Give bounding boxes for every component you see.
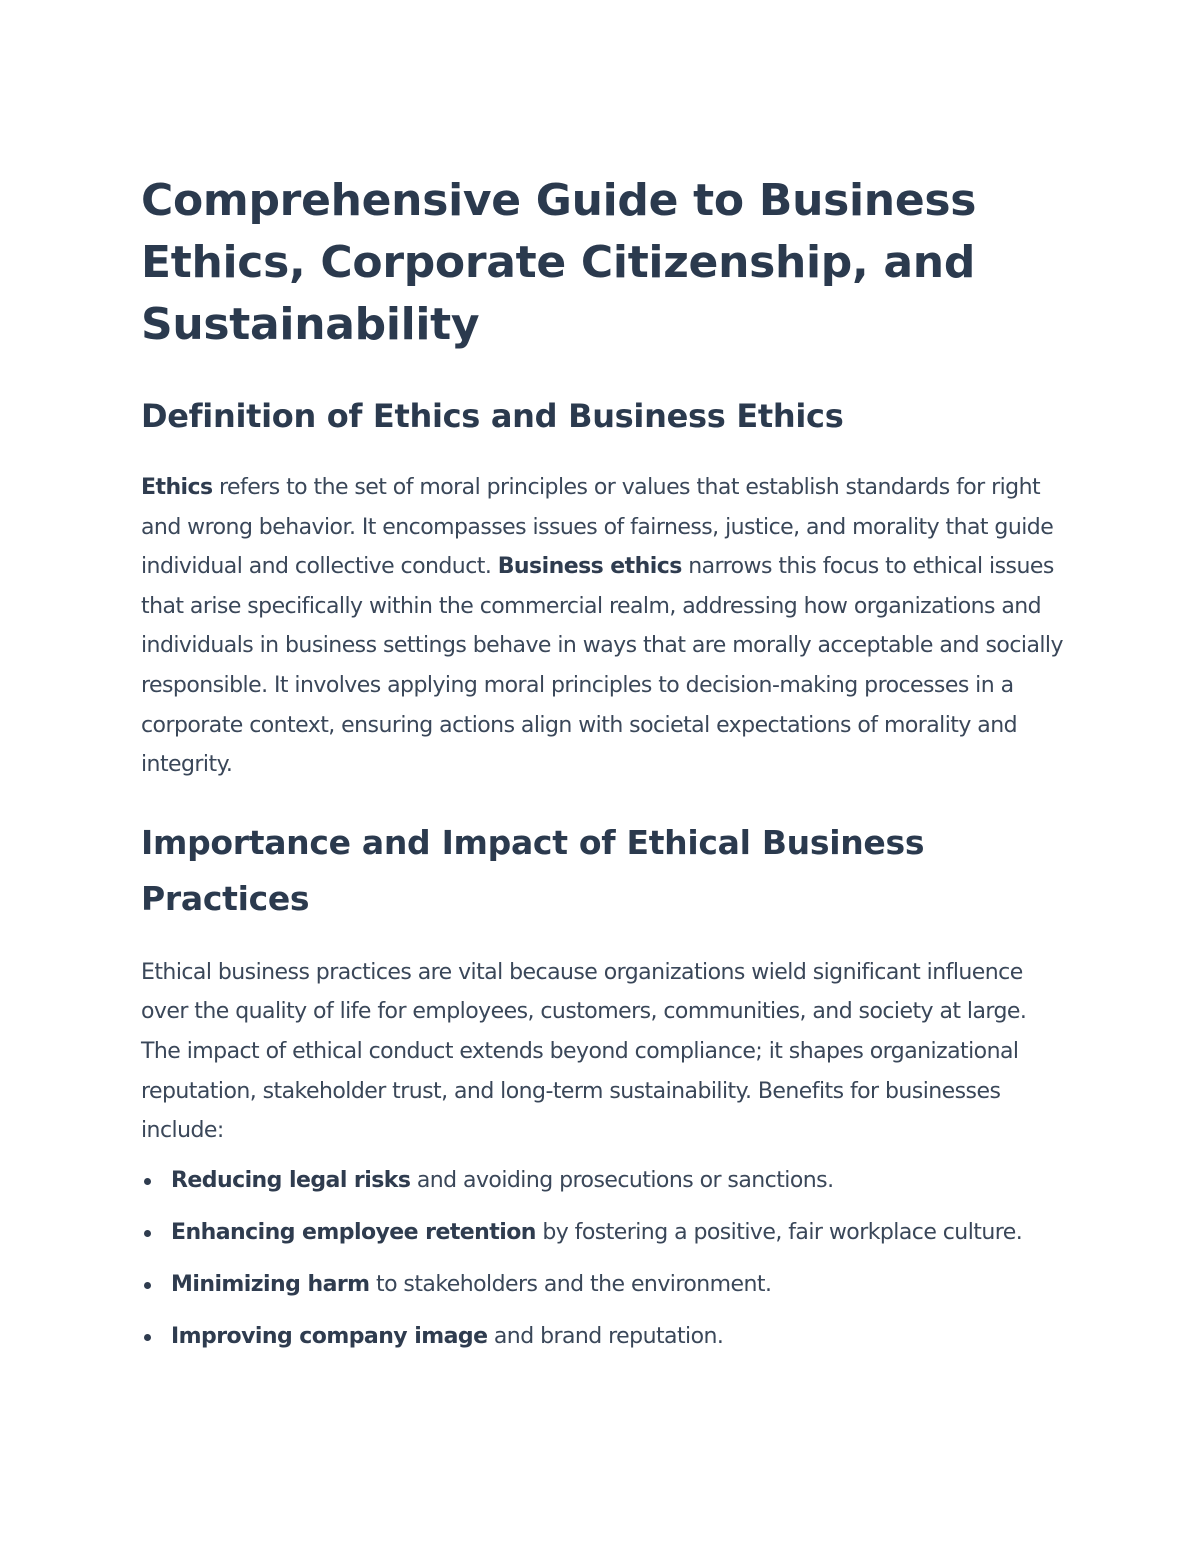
bullet-dot-icon xyxy=(144,1230,151,1237)
list-item xyxy=(141,1265,1071,1305)
bullet-dot-icon xyxy=(144,1334,151,1341)
definition-paragraph xyxy=(141,468,1071,785)
list-item xyxy=(141,1161,1071,1201)
importance-paragraph: Ethical business practices are vital because organizations wield significant influence over the quality of life for employees, customers, communities, and society at large. The impact of ethical conduct extends beyond compliance; it shapes organizational reputation, stakeholder trust, and long-term sustainability. Benefits for businesses include: xyxy=(141,959,1027,1144)
list-item-bold: Enhancing employee retention xyxy=(171,1219,536,1245)
definition-text-2: narrows this focus to ethical issues that arise specifically within the commercial realm, addressing how organizations and individuals in business settings behave in ways that are morally acceptable and socially responsible. It involves applying moral principles to decision-making processes in a corporate context, ensuring actions align with societal expectations of morality and integrity. xyxy=(141,554,1063,778)
section-heading-definition: Definition of Ethics and Business Ethics xyxy=(141,397,844,435)
term-ethics: Ethics xyxy=(141,475,213,500)
bullet-dot-icon xyxy=(144,1282,151,1289)
list-item-bold: Minimizing harm xyxy=(171,1271,370,1297)
list-item-text: and brand reputation. xyxy=(487,1323,724,1349)
list-item xyxy=(141,1317,1071,1357)
section-heading-importance: Importance and Impact of Ethical Business Practices xyxy=(141,822,925,918)
term-business-ethics: Business ethics xyxy=(497,554,682,580)
list-item-text: to stakeholders and the environment. xyxy=(369,1271,772,1297)
list-item xyxy=(141,1213,1071,1253)
list-item-bold: Improving company image xyxy=(171,1323,488,1349)
list-item-bold: Reducing legal risks xyxy=(171,1167,411,1193)
benefits-list xyxy=(141,1161,1071,1357)
list-item-text: and avoiding prosecutions or sanctions. xyxy=(410,1167,834,1193)
list-item-text: by fostering a positive, fair workplace culture. xyxy=(535,1219,1023,1245)
document-title: Comprehensive Guide to Business Ethics, Corporate Citizenship, and Sustainability xyxy=(141,175,977,350)
bullet-dot-icon xyxy=(144,1178,151,1185)
definition-text-1: refers to the set of moral principles or values that establish standards for right and wrong behavior. It encompasses issues of fairness, justice, and morality that guide individual and collective conduct. xyxy=(141,475,1054,580)
